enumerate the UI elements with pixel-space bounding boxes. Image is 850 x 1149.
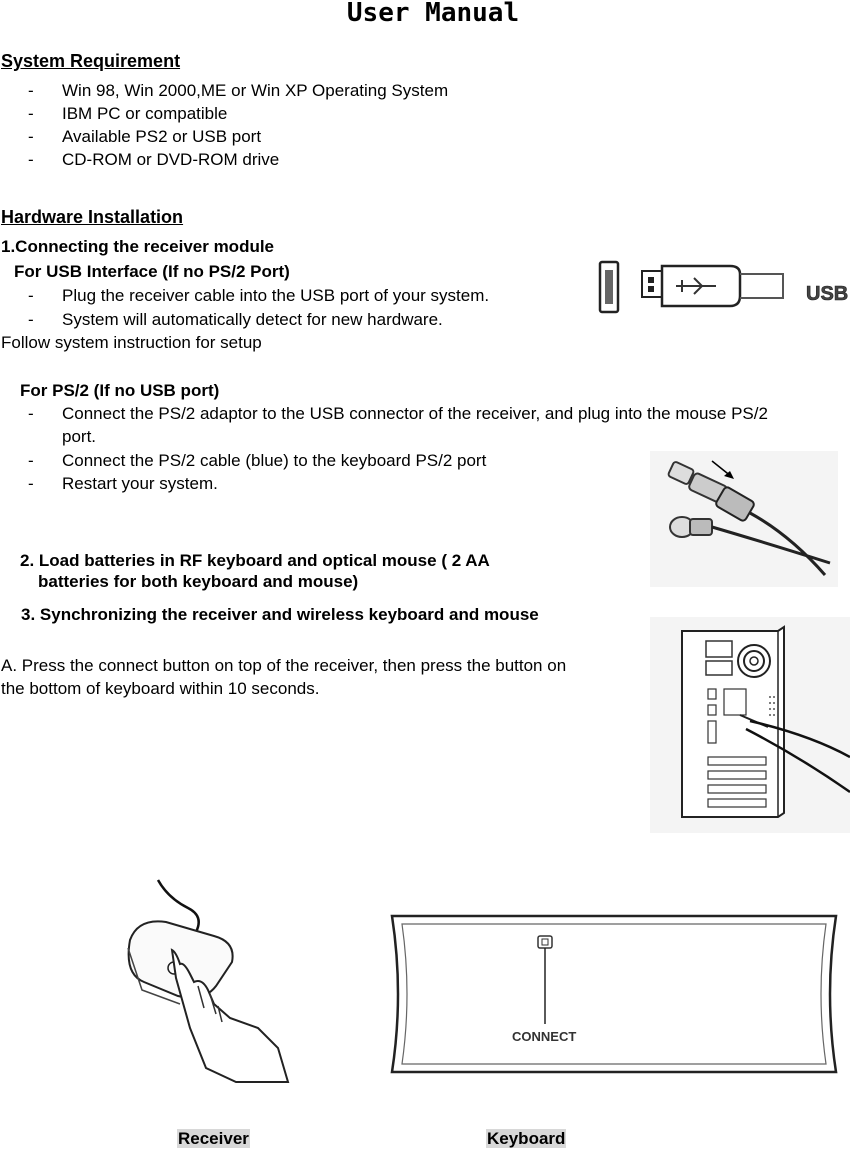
receiver-caption <box>177 1129 250 1149</box>
receiver-illustration <box>118 878 290 1086</box>
list-bullet: - <box>28 474 34 493</box>
step2-line1: 2. Load batteries in RF keyboard and optical mouse ( 2 AA <box>20 551 490 570</box>
page-title: User Manual <box>346 0 520 28</box>
list-bullet: - <box>28 104 34 123</box>
list-bullet: - <box>28 451 34 470</box>
receiver-caption-text: Receiver <box>178 1129 249 1148</box>
connect-label: CONNECT <box>512 1029 577 1044</box>
list-bullet: - <box>28 310 34 329</box>
list-item: Connect the PS/2 adaptor to the USB connector of the receiver, and plug into the mouse PS/2 <box>62 404 768 423</box>
keyboard-illustration <box>388 910 840 1078</box>
stepA-line1: A. Press the connect button on top of the receiver, then press the button on <box>1 656 567 675</box>
list-bullet: - <box>28 127 34 146</box>
list-bullet: - <box>28 81 34 100</box>
keyboard-caption-text: Keyboard <box>487 1129 566 1148</box>
usb-followup: Follow system instruction for setup <box>1 333 262 352</box>
list-item: CD-ROM or DVD-ROM drive <box>62 150 280 169</box>
list-bullet: - <box>28 286 34 305</box>
step2-line2: batteries for both keyboard and mouse) <box>38 572 359 591</box>
list-item: System will automatically detect for new hardware. <box>62 310 443 329</box>
usb-plug-illustration <box>598 256 850 318</box>
stepA-line2: the bottom of keyboard within 10 seconds. <box>1 679 320 698</box>
system-requirement-heading: System Requirement <box>1 51 181 71</box>
list-item: Available PS2 or USB port <box>62 127 262 146</box>
pc-tower-illustration <box>650 617 850 833</box>
ps2-adaptor-illustration <box>650 451 838 587</box>
list-bullet: - <box>28 404 34 423</box>
hardware-installation-heading: Hardware Installation <box>1 207 184 227</box>
list-bullet: - <box>28 150 34 169</box>
ps2-heading: For PS/2 (If no USB port) <box>20 381 220 400</box>
keyboard-caption <box>486 1129 566 1149</box>
usb-label: USB <box>806 283 849 305</box>
list-item: Connect the PS/2 cable (blue) to the keyboard PS/2 port <box>62 451 487 470</box>
usb-heading: For USB Interface (If no PS/2 Port) <box>14 262 290 281</box>
list-item: Plug the receiver cable into the USB port of your system. <box>62 286 490 305</box>
step3-heading: 3. Synchronizing the receiver and wireless keyboard and mouse <box>21 605 539 624</box>
step1-heading: 1.Connecting the receiver module <box>1 237 275 256</box>
list-item: Restart your system. <box>62 474 218 493</box>
list-item: IBM PC or compatible <box>62 104 228 123</box>
list-item: Win 98, Win 2000,ME or Win XP Operating System <box>62 81 449 100</box>
list-item-continuation: port. <box>62 427 97 446</box>
